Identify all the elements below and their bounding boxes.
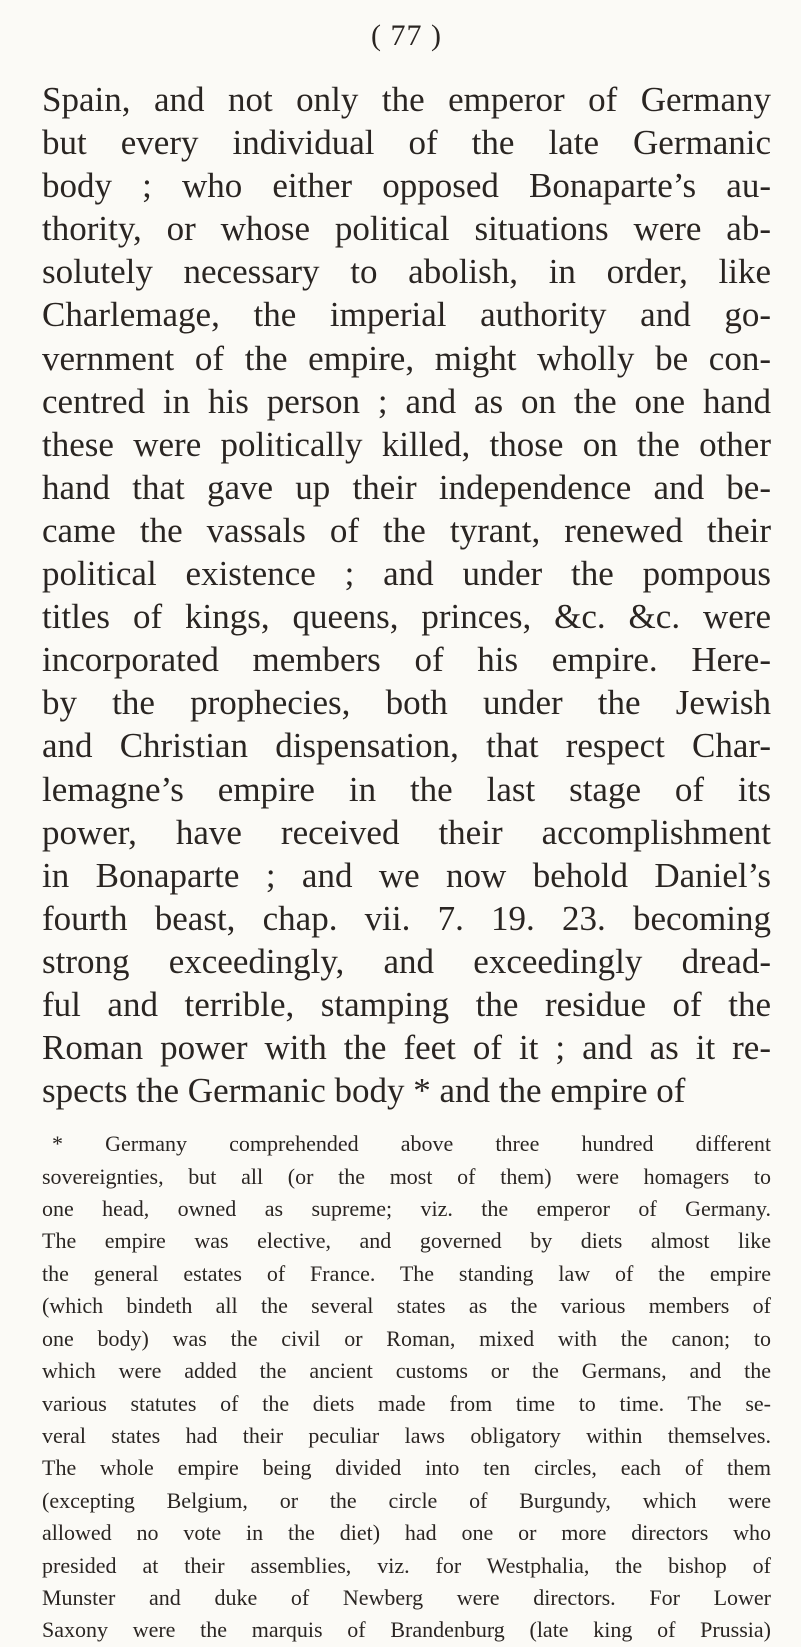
footnote-line: The empire was elective, and governed by diets almost like <box>42 1228 771 1254</box>
footnote-line: one body) was the civil or Roman, mixed with the canon; to <box>42 1325 771 1351</box>
text-line: ful and terrible, stamping the residue of the <box>42 984 771 1024</box>
footnote-line: The whole empire being divided into ten circles, each of them <box>42 1455 771 1481</box>
footnote-line: allowed no vote in the diet) had one or more directors who <box>42 1520 771 1546</box>
footnote-line: * Germany comprehended above three hundred different <box>52 1131 771 1157</box>
footnote-line: which were added the ancient customs or the Germans, and the <box>42 1358 771 1384</box>
text-line: power, have received their accomplishment <box>42 812 771 852</box>
footnote <box>42 1128 771 1647</box>
text-line: in Bonaparte ; and we now behold Daniel’s <box>42 855 771 895</box>
text-line: came the vassals of the tyrant, renewed their <box>42 510 771 550</box>
footnote-line: (which bindeth all the several states as the various members of <box>42 1293 771 1319</box>
footnote-line: various statutes of the diets made from time to time. The se- <box>42 1390 771 1416</box>
text-line: spects the Germanic body * and the empire of <box>42 1071 686 1111</box>
text-line: by the prophecies, both under the Jewish <box>42 683 771 723</box>
text-line: Spain, and not only the emperor of Germany <box>42 80 771 119</box>
text-line: Charlemage, the imperial authority and go- <box>42 295 771 335</box>
main-text <box>42 78 771 1112</box>
text-line: titles of kings, queens, princes, &c. &c. were <box>42 597 771 637</box>
footnote-line: one head, owned as supreme; viz. the emperor of Germany. <box>42 1196 771 1222</box>
text-line: fourth beast, chap. vii. 7. 19. 23. becoming <box>42 898 771 938</box>
text-line: strong exceedingly, and exceedingly dread- <box>42 941 771 981</box>
text-line: but every individual of the late Germanic <box>42 123 771 163</box>
text-line: these were politically killed, those on the other <box>42 424 771 464</box>
text-line: lemagne’s empire in the last stage of its <box>42 769 771 809</box>
text-line: hand that gave up their independence and be- <box>42 467 771 507</box>
footnote-line: Saxony were the marquis of Brandenburg (late king of Prussia) <box>42 1617 771 1643</box>
footnote-line: (excepting Belgium, or the circle of Burgundy, which were <box>42 1487 771 1513</box>
text-line: body ; who either opposed Bonaparte’s au- <box>42 166 771 206</box>
text-line: and Christian dispensation, that respect Char- <box>42 726 771 766</box>
footnote-line: veral states had their peculiar laws obligatory within themselves. <box>42 1422 771 1448</box>
text-line: incorporated members of his empire. Here- <box>42 640 771 680</box>
footnote-line: Munster and duke of Newberg were directors. For Lower <box>42 1584 771 1610</box>
text-line: solutely necessary to abolish, in order, like <box>42 252 771 292</box>
footnote-line: sovereignties, but all (or the most of them) were homagers to <box>42 1163 771 1189</box>
page-number: ( 77 ) <box>371 19 442 52</box>
text-line: political existence ; and under the pompous <box>42 554 771 594</box>
text-line: thority, or whose political situations were ab- <box>42 209 771 249</box>
text-line: Roman power with the feet of it ; and as it re- <box>42 1028 771 1068</box>
text-line: centred in his person ; and as on the one hand <box>42 381 771 421</box>
text-line: vernment of the empire, might wholly be con- <box>42 338 771 378</box>
footnote-line: presided at their assemblies, viz. for Westphalia, the bishop of <box>42 1552 771 1578</box>
footnote-line: the general estates of France. The standing law of the empire <box>42 1260 771 1286</box>
